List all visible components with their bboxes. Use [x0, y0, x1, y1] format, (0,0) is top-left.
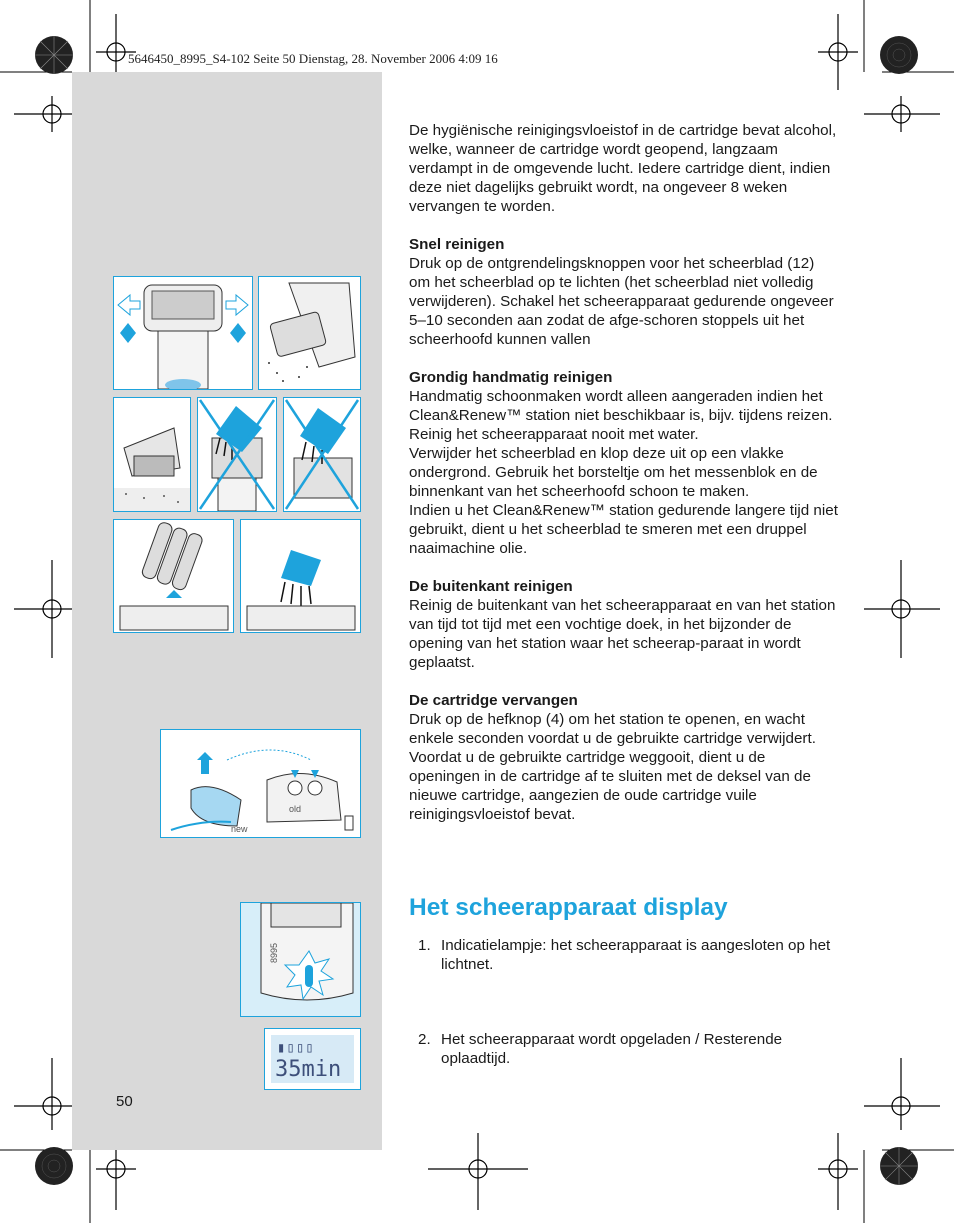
section-paragraph: Reinig de buitenkant van het scheerapparaat en van het station van tijd tot tijd met een vochtige doek, in het bijzonder de opening van het station waar het scheerap-paraat in wordt geplaatst.: [409, 597, 836, 671]
section-paragraph: Voordat u de gebruikte cartridge weggooit, dient u de openingen in de cartridge af te sluiten met de deksel van de nieuwe cartridge, aangezien de oude cartridge vuile reinigingsvloeistof bevat.: [409, 749, 811, 823]
list-text: Indicatielampje: het scheerapparaat is aangesloten op het lichtnet.: [441, 937, 831, 973]
section-paragraph: Druk op de hefknop (4) om het station te openen, en wacht enkele seconden voordat u de gebruikte cartridge verwijdert.: [409, 711, 816, 747]
illustration-shaver-running: [258, 276, 361, 390]
print-header: 5646450_8995_S4-102 Seite 50 Dienstag, 28. November 2006 4:09 16: [128, 51, 498, 66]
label-old: old: [289, 804, 302, 814]
section-heading: De cartridge vervangen: [409, 692, 578, 709]
section-heading: De buitenkant reinigen: [409, 578, 573, 595]
lcd-screen: [271, 1035, 354, 1083]
illustration-foil-release: [113, 276, 253, 390]
illustration-brush-head: [240, 519, 361, 633]
illustration-brush-foil-not-allowed: [197, 397, 277, 512]
list-item: [418, 1030, 838, 1068]
model-label: 8995: [269, 942, 279, 963]
list-number: 2.: [418, 1031, 431, 1048]
battery-bars: ▮▯▯▯: [277, 1040, 315, 1056]
section-buitenkant-reinigen: [409, 577, 839, 672]
section-heading: Grondig handmatig reinigen: [409, 369, 613, 386]
body-text: [409, 121, 839, 843]
illustration-brush-cutter-not-allowed: [283, 397, 361, 512]
remaining-time: 35min: [275, 1057, 342, 1082]
label-new: new: [231, 824, 248, 834]
section-paragraph: Reinig het scheerapparaat nooit met water.: [409, 426, 699, 443]
intro-paragraph: De hygiënische reinigingsvloeistof in de cartridge bevat alcohol, welke, wanneer de cartridge wordt geopend, langzaam verdampt in de omgevende lucht. Iedere cartridge dient, indien deze niet dagelijks gebruikt wordt, na ongeveer 8 weken vervangen te worden.: [409, 122, 837, 215]
section-paragraph: Druk op de ontgrendelingsknoppen voor het scheerblad (12) om het scheerblad op te lichten (het scheerblad niet volledig verwijderen). Schakel het scheerapparaat gedurende ongeveer 5–10 seconden aan zodat de afge-schoren stoppels uit het scheerhoofd kunnen vallen: [409, 255, 834, 348]
section-paragraph: Verwijder het scheerblad en klop deze uit op een vlakke ondergrond. Gebruik het borsteltje om het messenblok en de binnenkant van het scheerhoofd schoon te maken.: [409, 445, 818, 500]
display-heading: Het scheerapparaat display: [409, 894, 728, 921]
section-cartridge-vervangen: [409, 691, 839, 824]
lcd-display: [264, 1028, 361, 1090]
page-number: 50: [116, 1093, 133, 1110]
section-paragraph: Handmatig schoonmaken wordt alleen aangeraden indien het Clean&Renew™ station niet beschikbaar is, bijv. tijdens reizen.: [409, 388, 833, 424]
section-paragraph: Indien u het Clean&Renew™ station gedurende langere tijd niet gebruikt, dient u het scheerblad te smeren met een druppel naaimachine olie.: [409, 502, 838, 557]
section-snel-reinigen: [409, 235, 839, 349]
list-text: Het scheerapparaat wordt opgeladen / Resterende oplaadtijd.: [441, 1031, 783, 1067]
list-number: 1.: [418, 937, 431, 954]
section-grondig-reinigen: [409, 368, 839, 558]
illustration-tap-foil: [113, 397, 191, 512]
illustration-cartridge-replace: [160, 729, 361, 838]
list-item: [418, 936, 838, 974]
illustration-cutter-block: [113, 519, 234, 633]
section-heading: Snel reinigen: [409, 236, 505, 253]
illustration-indicator-lamp: [240, 902, 361, 1017]
